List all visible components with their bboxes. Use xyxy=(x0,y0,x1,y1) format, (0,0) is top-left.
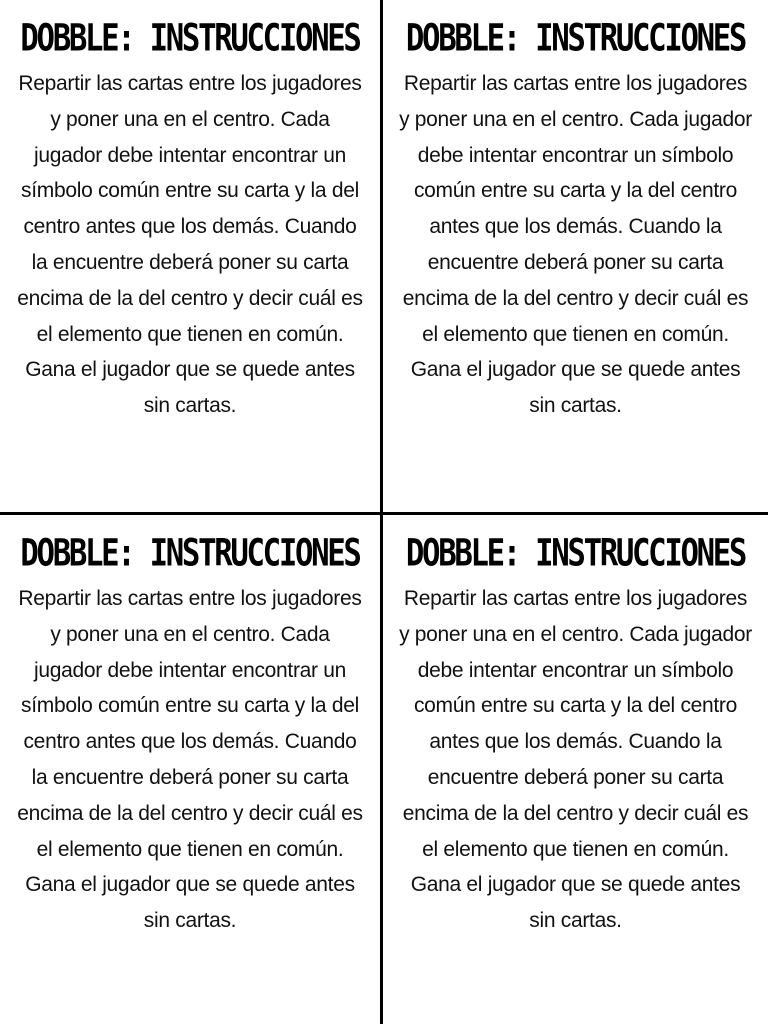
instruction-card-bottom-right xyxy=(383,515,768,1024)
horizontal-divider xyxy=(0,512,768,515)
card-title: DOBBLE: INSTRUCCIONES xyxy=(405,530,746,575)
instruction-card-top-right xyxy=(383,0,768,512)
card-instructions-text: Repartir las cartas entre los jugadores y poner una en el centro. Cada jugador debe intentar encontrar un símbolo común entre su carta y la del centro antes que los demás. Cuando la encuentre deberá poner su carta encima de la del centro y decir cuál es el elemento que tienen en común. Gana el jugador que se quede antes sin cartas. xyxy=(17,587,363,933)
instruction-card-top-left xyxy=(0,0,380,512)
card-title: DOBBLE: INSTRUCCIONES xyxy=(20,530,360,575)
instruction-card-bottom-left xyxy=(0,515,380,1024)
card-title: DOBBLE: INSTRUCCIONES xyxy=(405,15,746,60)
card-instructions-text: Repartir las cartas entre los jugadores y poner una en el centro. Cada jugador debe intentar encontrar un símbolo común entre su carta y la del centro antes que los demás. Cuando la encuentre deberá poner su carta encima de la del centro y decir cuál es el elemento que tienen en común. Gana el jugador que se quede antes sin cartas. xyxy=(17,72,363,418)
card-instructions-text: Repartir las cartas entre los jugadores y poner una en el centro. Cada jugador debe intentar encontrar un símbolo común entre su carta y la del centro antes que los demás. Cuando la encuentre deberá poner su carta encima de la del centro y decir cuál es el elemento que tienen en común. Gana el jugador que se quede antes sin cartas. xyxy=(399,72,752,418)
card-title: DOBBLE: INSTRUCCIONES xyxy=(20,15,360,60)
card-instructions-text: Repartir las cartas entre los jugadores y poner una en el centro. Cada jugador debe intentar encontrar un símbolo común entre su carta y la del centro antes que los demás. Cuando la encuentre deberá poner su carta encima de la del centro y decir cuál es el elemento que tienen en común. Gana el jugador que se quede antes sin cartas. xyxy=(399,587,752,933)
